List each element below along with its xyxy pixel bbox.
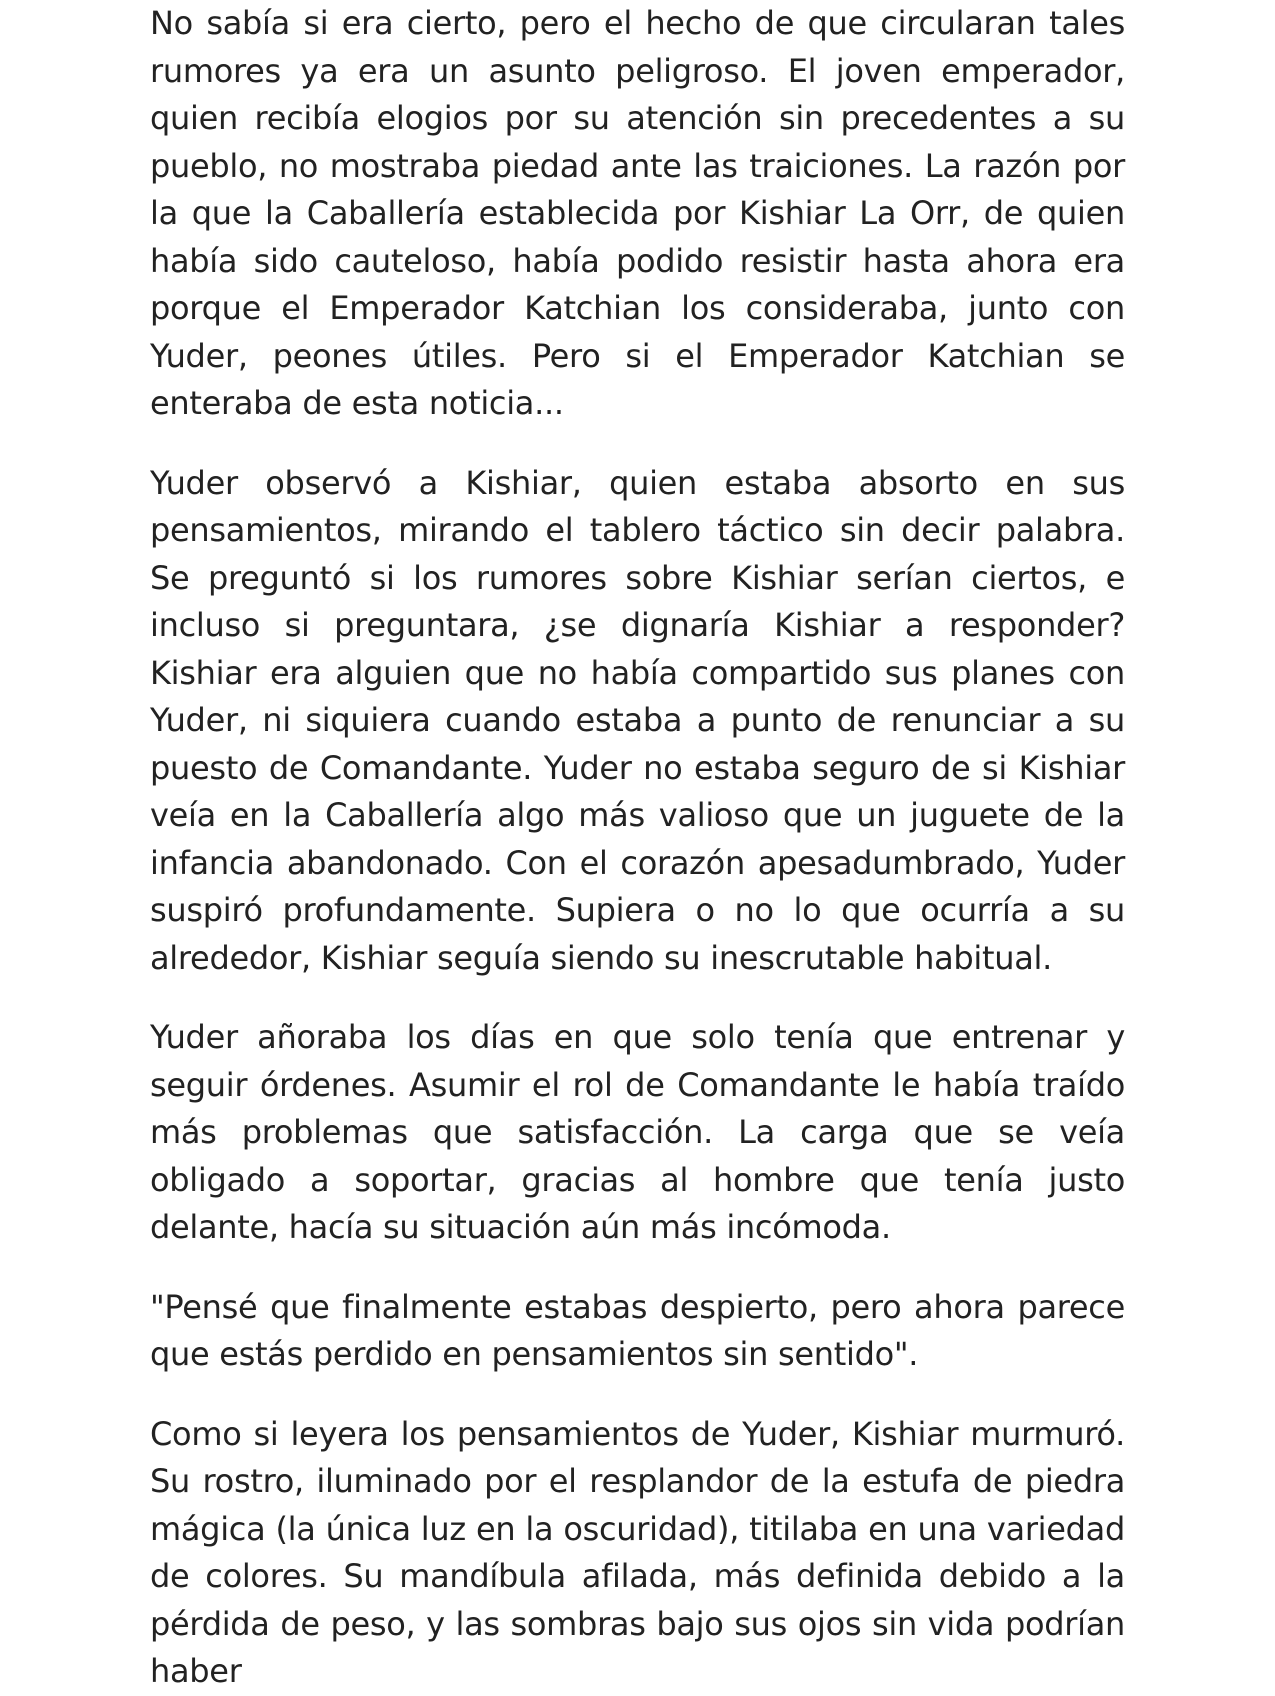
paragraph-5: Como si leyera los pensamientos de Yuder, Kishiar murmuró. Su rostro, iluminado por el resplandor de la estufa de piedra mágica (la única luz en la oscuridad), titilaba en una variedad de colores. Su mandíbula afilada, más definida debido a la pérdida de peso, y las sombras bajo sus ojos sin vida podrían haber: [150, 1414, 1125, 1690]
paragraph-2: Yuder observó a Kishiar, quien estaba absorto en sus pensamientos, mirando el tablero táctico sin decir palabra. Se preguntó si los rumores sobre Kishiar serían ciertos, e incluso si preguntara, ¿se dignaría Kishiar a responder? Kishiar era alguien que no había compartido sus planes con Yuder, ni siquiera cuando estaba a punto de renunciar a su puesto de Comandante. Yuder no estaba seguro de si Kishiar veía en la Caballería algo más valioso que un juguete de la infancia abandonado. Con el corazón apesadumbrado, Yuder suspiró profundamente. Supiera o no lo que ocurría a su alrededor, Kishiar seguía siendo su inescrutable habitual.: [150, 463, 1125, 977]
paragraph-3: Yuder añoraba los días en que solo tenía que entrenar y seguir órdenes. Asumir el rol de Comandante le había traído más problemas que satisfacción. La carga que se veía obligado a soportar, gracias al hombre que tenía justo delante, hacía su situación aún más incómoda.: [150, 1018, 1125, 1246]
paragraph-1: No sabía si era cierto, pero el hecho de que circularan tales rumores ya era un asunto peligroso. El joven emperador, quien recibía elogios por su atención sin precedentes a su pueblo, no mostraba piedad ante las traiciones. La razón por la que la Caballería establecida por Kishiar La Orr, de quien había sido cauteloso, había podido resistir hasta ahora era porque el Emperador Katchian los consideraba, junto con Yuder, peones útiles. Pero si el Emperador Katchian se enteraba de esta noticia...: [150, 4, 1125, 422]
paragraph-4-dialogue: "Pensé que finalmente estabas despierto, pero ahora parece que estás perdido en pensamientos sin sentido".: [150, 1287, 1125, 1373]
document-page: [150, 0, 1125, 1690]
